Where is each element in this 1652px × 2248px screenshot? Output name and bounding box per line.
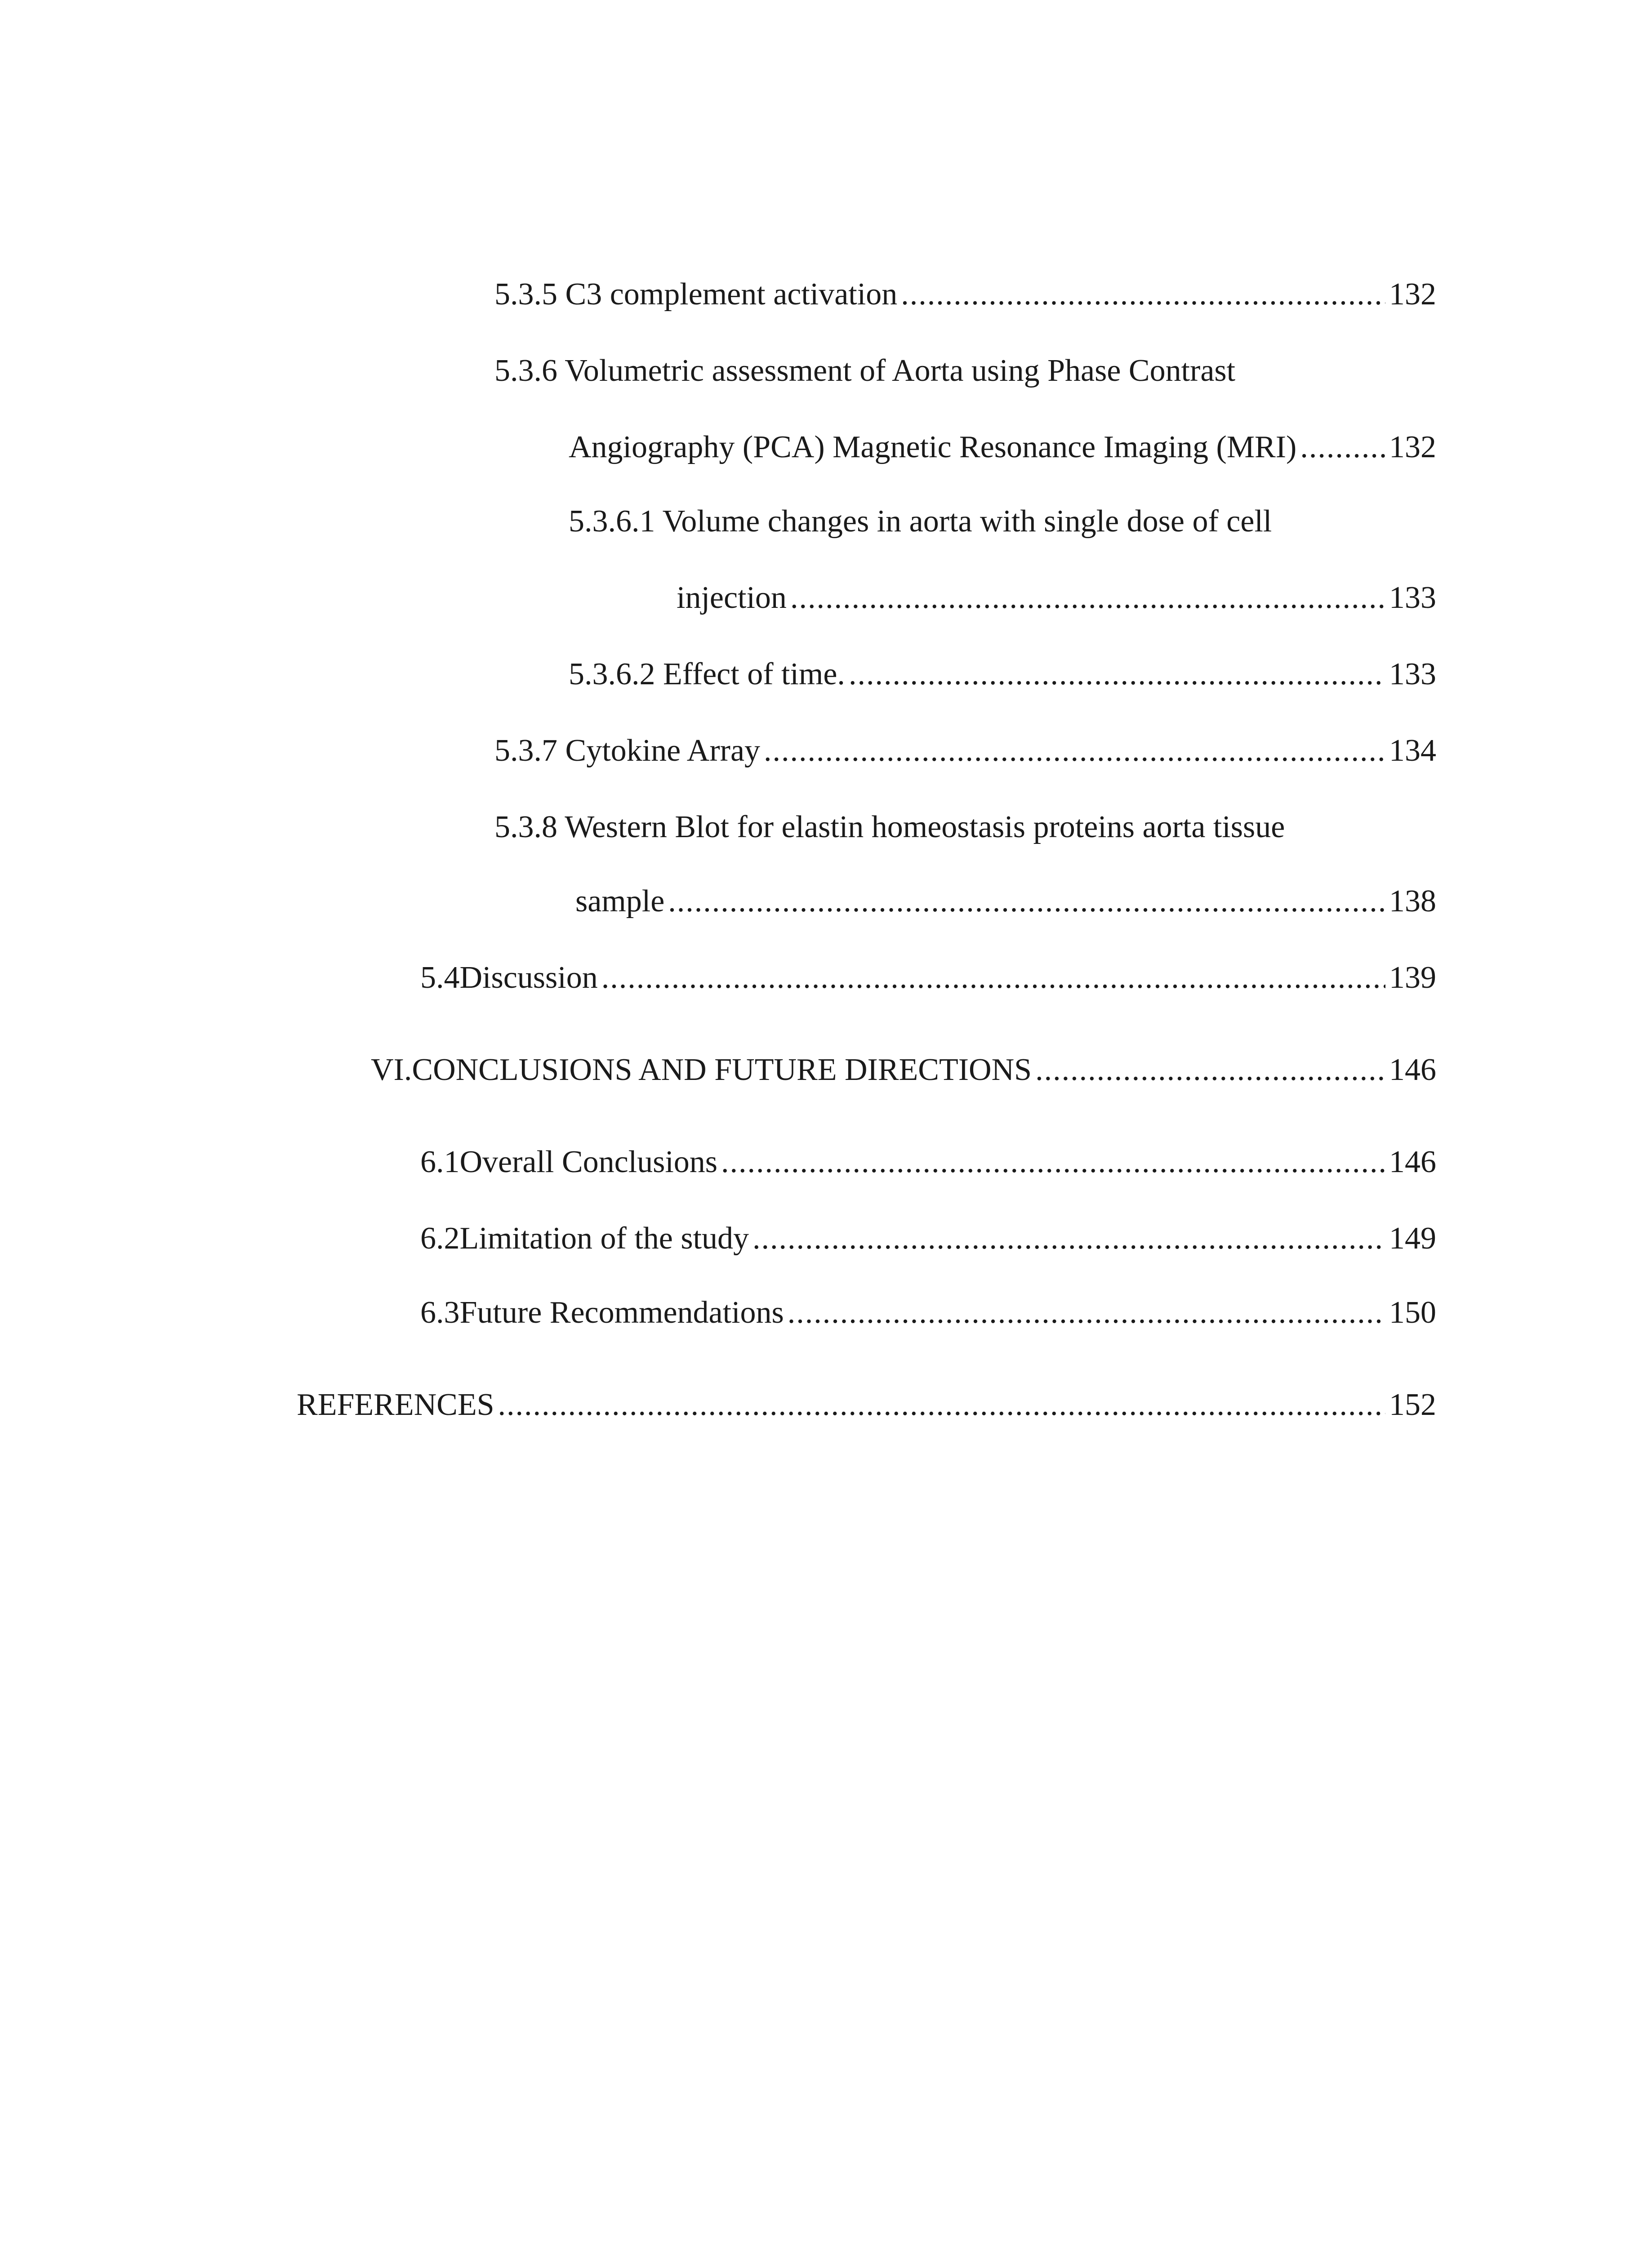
- toc-entry-title: Future Recommendations: [459, 1295, 784, 1330]
- dot-leader: [601, 953, 1385, 1003]
- dot-leader: [668, 877, 1385, 926]
- dot-leader: [1035, 1045, 1385, 1095]
- toc-entry-number: 6.1: [420, 1145, 460, 1179]
- toc-entry-page: 146: [1389, 1145, 1436, 1179]
- toc-entry-title: 5.3.7 Cytokine Array: [494, 733, 761, 768]
- dot-leader: [849, 650, 1385, 699]
- toc-entry-5-3-6: [494, 346, 1235, 396]
- toc-entry-5-3-5: [494, 270, 1436, 319]
- toc-entry-6-3: [420, 1288, 1436, 1338]
- dot-leader: [901, 270, 1385, 319]
- dot-leader: [764, 726, 1385, 776]
- toc-entry-page: 132: [1389, 430, 1436, 464]
- toc-entry-page: 150: [1389, 1295, 1436, 1330]
- toc-entry-title: 5.3.5 C3 complement activation: [494, 277, 898, 312]
- toc-entry-number: VI.: [371, 1053, 412, 1087]
- toc-entry-title: Overall Conclusions: [459, 1145, 718, 1179]
- toc-entry-number: 6.3: [420, 1295, 460, 1330]
- toc-entry-title: CONCLUSIONS AND FUTURE DIRECTIONS: [412, 1053, 1032, 1087]
- toc-entry-references: [297, 1380, 1436, 1430]
- toc-entry-5-3-7: [494, 726, 1436, 776]
- dot-leader: [1300, 423, 1385, 472]
- toc-entry-page: 134: [1389, 733, 1436, 768]
- toc-entry-page: 149: [1389, 1221, 1436, 1256]
- toc-entry-title: 5.3.8 Western Blot for elastin homeostasis proteins aorta tissue: [494, 810, 1285, 844]
- toc-entry-title: injection: [677, 580, 787, 615]
- toc-entry-chapter-vi: [371, 1045, 1436, 1095]
- toc-entry-page: 133: [1389, 657, 1436, 691]
- toc-entry-title: 5.3.6 Volumetric assessment of Aorta using Phase Contrast: [494, 353, 1236, 388]
- dot-leader: [788, 1288, 1385, 1338]
- toc-entry-title: 5.3.6.2 Effect of time.: [569, 657, 845, 691]
- dot-leader: [721, 1137, 1385, 1187]
- toc-entry-6-2: [420, 1214, 1436, 1263]
- toc-entry-5-3-6-2: [569, 650, 1436, 699]
- toc-entry-number: 6.2: [420, 1221, 460, 1256]
- dot-leader: [753, 1214, 1385, 1263]
- toc-entry-page: 146: [1389, 1053, 1436, 1087]
- toc-entry-5-3-6-continued: [569, 423, 1436, 472]
- dot-leader: [790, 573, 1385, 623]
- toc-entry-title: REFERENCES: [297, 1387, 494, 1422]
- toc-entry-page: 132: [1389, 277, 1436, 312]
- toc-entry-5-3-6-1-continued: [677, 573, 1436, 623]
- toc-entry-page: 138: [1389, 884, 1436, 919]
- toc-entry-page: 139: [1389, 960, 1436, 995]
- toc-entry-title: Limitation of the study: [459, 1221, 749, 1256]
- toc-entry-5-3-8: [494, 803, 1285, 852]
- toc-entry-5-4: [420, 953, 1436, 1003]
- toc-entry-number: 5.4: [420, 960, 460, 995]
- toc-entry-5-3-8-continued: [575, 877, 1436, 926]
- toc-entry-title: Angiography (PCA) Magnetic Resonance Imaging (MRI): [569, 430, 1297, 464]
- toc-entry-5-3-6-1: [569, 497, 1272, 546]
- toc-entry-title: sample: [575, 884, 665, 919]
- dot-leader: [498, 1380, 1385, 1430]
- toc-entry-title: Discussion: [459, 960, 598, 995]
- toc-entry-6-1: [420, 1137, 1436, 1187]
- toc-entry-page: 133: [1389, 580, 1436, 615]
- toc-entry-page: 152: [1389, 1387, 1436, 1422]
- toc-entry-title: 5.3.6.1 Volume changes in aorta with single dose of cell: [569, 504, 1272, 539]
